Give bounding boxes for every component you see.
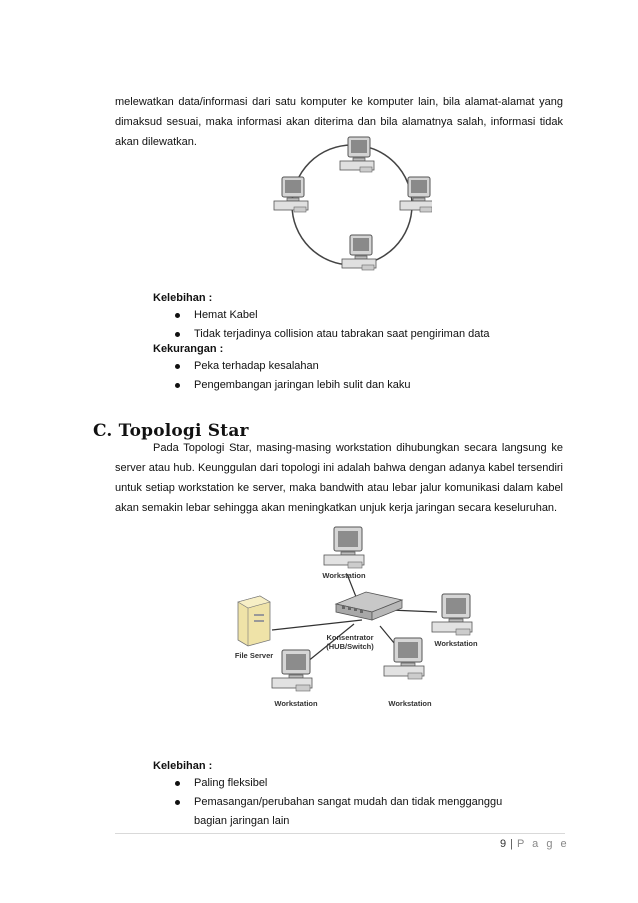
ring-computer-top bbox=[340, 137, 374, 172]
page-word: P a g e bbox=[516, 838, 570, 850]
ring-advantages-list bbox=[171, 306, 490, 344]
section-c-title: C. Topologi Star bbox=[93, 421, 249, 441]
star-label-workstation-right: Workstation bbox=[434, 639, 478, 648]
star-label-workstation-top: Workstation bbox=[322, 571, 366, 580]
ring-intro-paragraph: melewatkan data/informasi dari satu komputer ke komputer lain, bila alamat-alamat yang dimaksud sesuai, maka informasi akan diterima dan bila alamatnya salah, informasi tidak akan dilewatkan. bbox=[115, 96, 563, 148]
file-server-icon bbox=[238, 596, 270, 646]
page-footer bbox=[500, 838, 569, 850]
star-label-file-server: File Server bbox=[234, 651, 274, 660]
star-label-workstation-bottom-right: Workstation bbox=[388, 699, 432, 708]
star-label-workstation-bottom-left: Workstation bbox=[274, 699, 318, 708]
list-item: Pengembangan jaringan lebih sulit dan kaku bbox=[171, 376, 411, 395]
star-label-concentrator-line2: (HUB/Switch) bbox=[326, 642, 374, 651]
star-advantages-label: Kelebihan : bbox=[153, 760, 213, 772]
footer-separator: | bbox=[510, 838, 513, 850]
star-label-concentrator-line1: Konsentrator bbox=[326, 633, 374, 642]
star-workstation-bottom-left bbox=[272, 650, 312, 691]
star-workstation-bottom-right bbox=[384, 638, 424, 679]
ring-disadvantages-label: Kekurangan : bbox=[153, 343, 224, 355]
star-advantages-list bbox=[171, 774, 551, 831]
ring-disadvantages-list bbox=[171, 357, 411, 395]
concentrator-hub-icon bbox=[336, 592, 402, 620]
list-item: Paling fleksibel bbox=[171, 774, 551, 793]
star-workstation-top bbox=[324, 527, 364, 568]
star-topology-diagram bbox=[232, 522, 502, 722]
ring-computer-right bbox=[400, 177, 432, 212]
list-item: Peka terhadap kesalahan bbox=[171, 357, 411, 376]
ring-topology-diagram bbox=[262, 125, 432, 290]
list-item: Hemat Kabel bbox=[171, 306, 490, 325]
section-c-paragraph: Pada Topologi Star, masing-masing workstation dihubungkan secara langsung ke server atau hub. Keunggulan dari topologi ini adalah bahwa dengan adanya kabel tersendiri untuk setiap workstation ke server, maka bandwith atau lebar jalur komunikasi dalam kabel akan semakin lebar sehingga akan meningkatkan unjuk kerja jaringan secara keseluruhan. bbox=[115, 442, 563, 514]
footer-divider bbox=[115, 833, 565, 834]
ring-advantages-label: Kelebihan : bbox=[153, 292, 213, 304]
list-item: Tidak terjadinya collision atau tabrakan saat pengiriman data bbox=[171, 325, 490, 344]
page-number: 9 bbox=[500, 838, 507, 850]
ring-computer-bottom bbox=[342, 235, 376, 270]
star-workstation-right bbox=[432, 594, 472, 635]
list-item: Pemasangan/perubahan sangat mudah dan tidak mengganggu bagian jaringan lain bbox=[171, 793, 534, 831]
ring-computer-left bbox=[274, 177, 308, 212]
